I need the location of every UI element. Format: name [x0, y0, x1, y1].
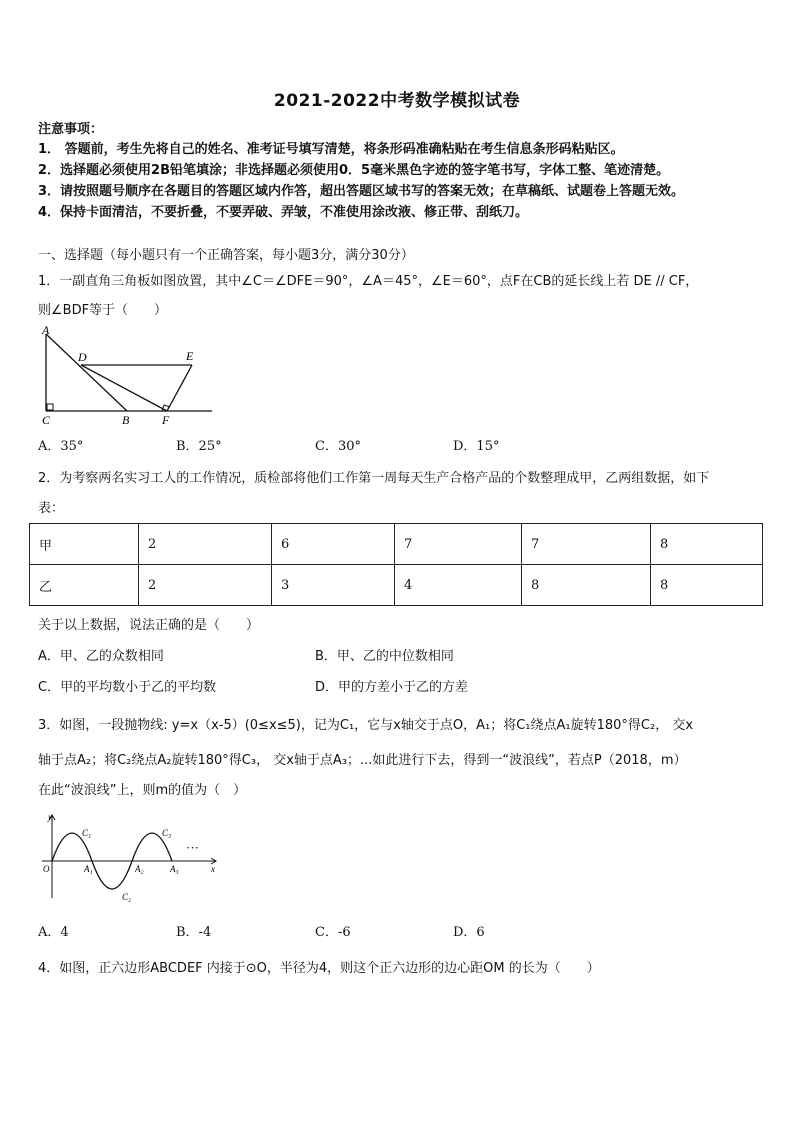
- q2-option-a[interactable]: A．甲、乙的众数相同: [38, 649, 164, 664]
- q1-triangle-figure: [36, 322, 220, 430]
- q4-stem-line1: 4．如图，正六边形ABCDEF 内接于⊙O，半径为4，则这个正六边形的边心距OM 的长为（ ）: [38, 961, 600, 976]
- notes-header: 注意事项：: [38, 122, 104, 137]
- label-O: O: [43, 864, 50, 874]
- q2-option-b[interactable]: B．甲、乙的中位数相同: [315, 649, 454, 664]
- q2-option-c[interactable]: C．甲的平均数小于乙的平均数: [38, 680, 217, 695]
- q1-option-b[interactable]: B．25°: [176, 439, 222, 454]
- label-A2: A₂: [135, 864, 144, 874]
- table-cell: 8: [651, 565, 763, 606]
- q1-stem-line2: 则∠BDF等于（ ）: [38, 303, 168, 318]
- table-cell: 6: [272, 524, 395, 565]
- table-cell: 乙: [30, 565, 139, 606]
- q1-option-a[interactable]: A．35°: [38, 439, 84, 454]
- q3-stem-line1: 3．如图，一段抛物线: y=x（x-5）(0≤x≤5)，记为C₁，它与x轴交于点O，A₁；将C₁绕点A₁旋转180°得C₂， 交x: [38, 718, 694, 733]
- page-title: 2021-2022中考数学模拟试卷: [273, 91, 521, 111]
- note-item: 4．保持卡面清洁，不要折叠，不要弄破、弄皱，不准使用涂改液、修正带、刮纸刀。: [38, 205, 529, 220]
- table-cell: 甲: [30, 524, 139, 565]
- q1-option-d[interactable]: D．15°: [453, 439, 500, 454]
- label-A3: A₃: [170, 864, 179, 874]
- table-cell: 7: [522, 524, 651, 565]
- table-row: [30, 565, 763, 606]
- q2-stem-line1: 2．为考察两名实习工人的工作情况，质检部将他们工作第一周每天生产合格产品的个数整理成甲，乙两组数据，如下: [38, 471, 710, 486]
- label-y: y: [48, 812, 52, 822]
- note-item: 1． 答题前，考生先将自己的姓名、准考证号填写清楚，将条形码准确粘贴在考生信息条形码粘贴区。: [38, 142, 624, 157]
- label-D: D: [78, 350, 87, 364]
- label-C3: C₃: [162, 828, 172, 838]
- label-x: x: [211, 864, 215, 874]
- table-cell: 8: [651, 524, 763, 565]
- q3-option-a[interactable]: A．4: [38, 925, 69, 940]
- q3-stem-line2: 轴于点A₂；将C₂绕点A₂旋转180°得C₃， 交x轴于点A₃；...如此进行下去，得到一“波浪线”，若点P（2018，m）: [38, 753, 687, 768]
- table-cell: 2: [139, 524, 272, 565]
- note-item: 3．请按照题号顺序在各题目的答题区域内作答，超出答题区域书写的答案无效；在草稿纸、试题卷上答题无效。: [38, 184, 685, 199]
- q2-prompt: 关于以上数据，说法正确的是（ ）: [38, 618, 260, 633]
- q3-option-d[interactable]: D．6: [453, 925, 485, 940]
- label-A: A: [42, 323, 50, 337]
- q3-option-c[interactable]: C．-6: [315, 925, 351, 940]
- q3-stem-line3: 在此“波浪线”上，则m的值为（ ）: [38, 783, 247, 798]
- label-B: B: [122, 413, 130, 427]
- table-cell: 4: [395, 565, 522, 606]
- section-heading: 一、选择题（每小题只有一个正确答案，每小题3分，满分30分）: [38, 248, 414, 263]
- table-row: [30, 524, 763, 565]
- q2-stem-line2: 表：: [38, 501, 65, 516]
- label-C: C: [42, 413, 51, 427]
- q1-option-c[interactable]: C．30°: [315, 439, 361, 454]
- label-ellipsis: ···: [186, 840, 199, 855]
- q3-wave-figure: [36, 810, 222, 906]
- label-E: E: [186, 349, 194, 363]
- table-cell: 2: [139, 565, 272, 606]
- label-F: F: [162, 413, 170, 427]
- table-cell: 7: [395, 524, 522, 565]
- q2-option-d[interactable]: D．甲的方差小于乙的方差: [315, 680, 469, 695]
- note-item: 2．选择题必须使用2B铅笔填涂；非选择题必须使用0．5毫米黑色字迹的签字笔书写，字体工整、笔迹清楚。: [38, 163, 670, 178]
- table-cell: 3: [272, 565, 395, 606]
- table-cell: 8: [522, 565, 651, 606]
- label-A1: A₁: [84, 864, 93, 874]
- q3-option-b[interactable]: B．-4: [176, 925, 212, 940]
- label-C1: C₁: [82, 828, 92, 838]
- q2-data-table: [29, 523, 763, 606]
- q1-stem-line1: 1．一副直角三角板如图放置，其中∠C＝∠DFE＝90°，∠A＝45°，∠E＝60°，点F在CB的延长线上若 DE // CF，: [38, 274, 699, 289]
- label-C2: C₂: [122, 892, 132, 902]
